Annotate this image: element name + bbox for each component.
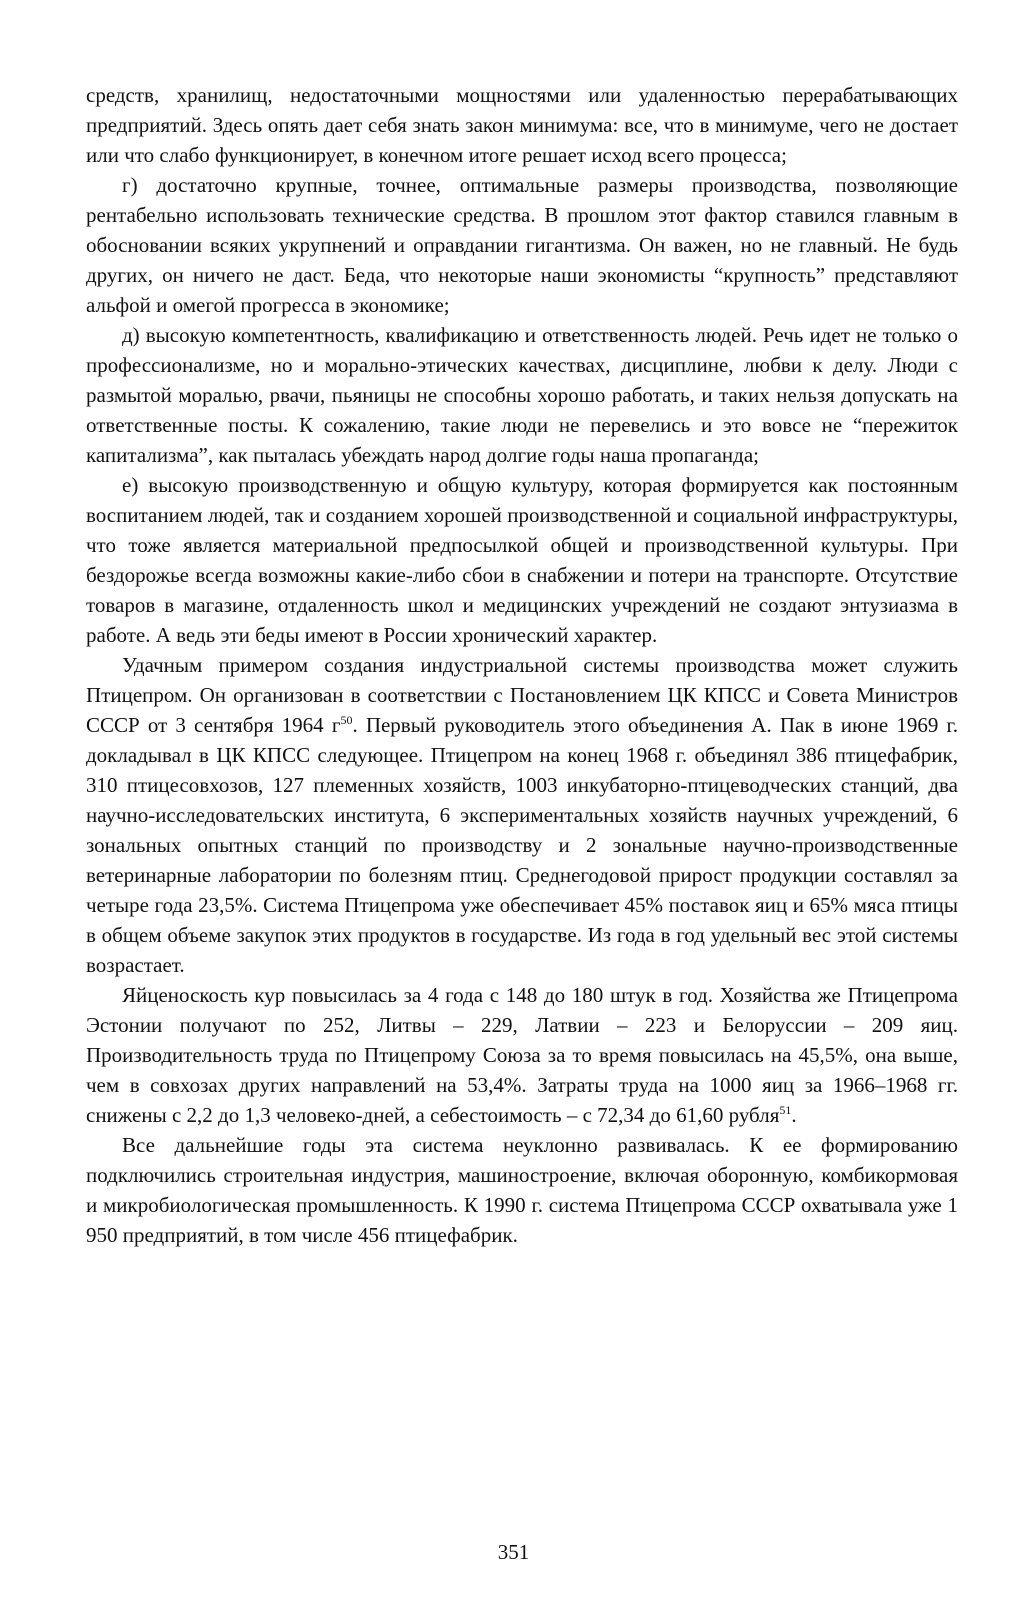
page-body [86, 80, 958, 1250]
paragraph-text: . [791, 1103, 797, 1127]
page-number: 351 [497, 1540, 530, 1564]
paragraph-continuation: средств, хранилищ, недостаточными мощностями или удаленностью перерабатывающих предприятий. Здесь опять дает себя знать закон минимума: все, что в минимуме, чего не достает или что слабо функционирует, в конечном итоге решает исход всего процесса; [86, 83, 958, 167]
paragraph-egg-production [86, 980, 958, 1130]
paragraph-further-development: Все дальнейшие годы эта система неуклонно развивалась. К ее формированию подключились строительная индустрия, машиностроение, включая оборонную, комбикормовая и микробиологическая промышленность. К 1990 г. система Птицепрома СССР охватывала уже 1 950 предприятий, в том числе 456 птицефабрик. [86, 1133, 958, 1247]
paragraph-text: Яйценоскость кур повысилась за 4 года с 148 до 180 штук в год. Хозяйства же Птицепрома Эстонии получают по 252, Литвы – 229, Латвии – 223 и Белоруссии – 209 яиц. Производительность труда по Птицепрому Союза за то время повысилась на 45,5%, она выше, чем в совхозах других направлений на 53,4%. Затраты труда на 1000 яиц за 1966–1968 гг. снижены с 2,2 до 1,3 человеко-дней, а себестоимость – с 72,34 до 61,60 рубля [86, 983, 958, 1127]
footnote-ref-50: 50 [340, 713, 353, 727]
paragraph-item-g: г) достаточно крупные, точнее, оптимальные размеры производства, позволяющие рентабельно использовать технические средства. В прошлом этот фактор ставился главным в обосновании всяких укрупнений и оправдании гигантизма. Он важен, но не главный. Не будь других, он ничего не даст. Беда, что некоторые наши экономисты “крупность” представляют альфой и омегой прогресса в экономике; [86, 173, 958, 317]
paragraph-text: . Первый руководитель этого объединения А. Пак в июне 1969 г. докладывал в ЦК КПСС следующее. Птицепром на конец 1968 г. объединял 386 птицефабрик, 310 птицесовхозов, 127 племенных хозяйств, 1003 инкубаторно-птицеводческих станций, два научно-исследовательских института, 6 экспериментальных хозяйств научных учреждений, 6 зональных опытных станций по производству и 2 зональные научно-производственные ветеринарные лаборатории по болезням птиц. Среднегодовой прирост продукции составлял за четыре года 23,5%. Система Птицепрома уже обеспечивает 45% поставок яиц и 65% мяса птицы в общем объеме закупок этих продуктов в государстве. Из года в год удельный вес этой системы возрастает. [86, 713, 958, 977]
paragraph-item-e: е) высокую производственную и общую культуру, которая формируется как постоянным воспитанием людей, так и созданием хорошей производственной и социальной инфраструктуры, что тоже является материальной предпосылкой общей и производственной культуры. При бездорожье всегда возможны какие-либо сбои в снабжении и потери на транспорте. Отсутствие товаров в магазине, отдаленность школ и медицинских учреждений не создают энтузиазма в работе. А ведь эти беды имеют в России хронический характер. [86, 473, 958, 647]
paragraph-item-d: д) высокую компетентность, квалификацию и ответственность людей. Речь идет не только о профессионализме, но и морально-этических качествах, дисциплине, любви к делу. Люди с размытой моралью, рвачи, пьяницы не способны хорошо работать, и таких нельзя допускать на ответственные посты. К сожалению, такие люди не перевелись и это вовсе не “пережиток капитализма”, как пыталась убеждать народ долгие годы наша пропаганда; [86, 323, 958, 467]
paragraph-ptitseprom-example [86, 650, 958, 980]
footnote-ref-51: 51 [779, 1103, 792, 1117]
paragraph-text: Удачным примером создания индустриальной системы производства может служить Птицепром. Он организован в соответствии с Постановлением ЦК КПСС и Совета Министров СССР от 3 сентября 1964 г [86, 653, 958, 737]
